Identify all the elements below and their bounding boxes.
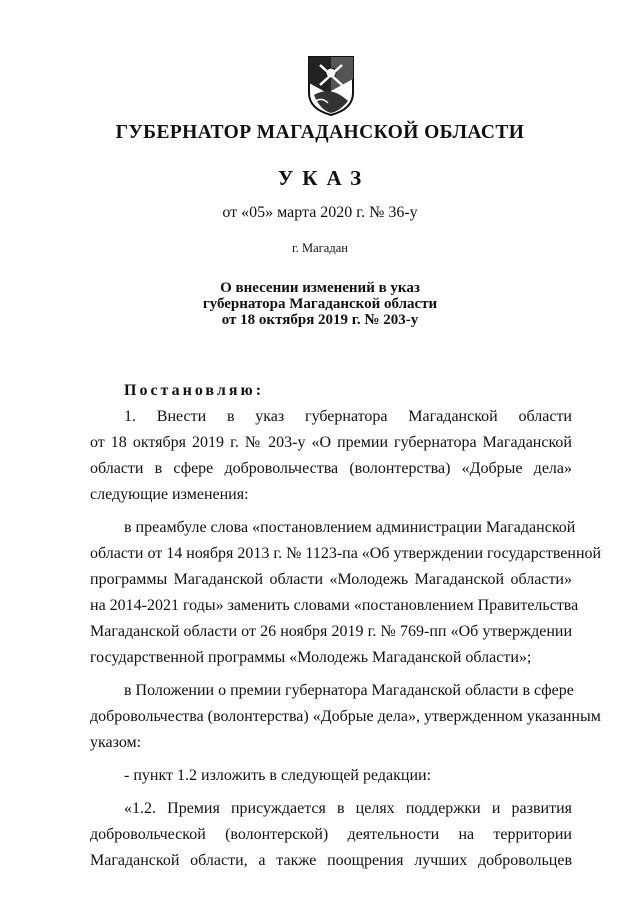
paragraph — [90, 796, 572, 874]
text-line: «1.2. Премия присуждается в целях поддержки и развития — [124, 800, 572, 817]
document-type: УКАЗ — [277, 166, 371, 190]
text-line: 1. Внести в указ губернатора Магаданской области — [124, 408, 572, 425]
paragraph — [90, 678, 601, 756]
paragraph — [90, 515, 602, 671]
text-line: государственной программы «Молодежь Магаданской области»; — [90, 649, 532, 666]
text-line: области от 14 ноября 2013 г. № 1123-па «Об утверждении государственной — [90, 545, 602, 562]
text-line: от 18 октября 2019 г. № 203-у «О премии губернатора Магаданской — [90, 434, 572, 451]
text-line: на 2014-2021 годы» заменить словами «постановлением Правительства — [90, 597, 579, 614]
document-body — [90, 378, 602, 874]
text-line: следующие изменения: — [90, 486, 249, 503]
title-line: от 18 октября 2019 г. № 203-у — [221, 312, 419, 328]
issuing-authority: ГУБЕРНАТОР МАГАДАНСКОЙ ОБЛАСТИ — [115, 122, 525, 143]
text-line: программы Магаданской области «Молодежь Магаданской области» — [90, 571, 572, 588]
text-line: в преамбуле слова «постановлением администрации Магаданской — [124, 519, 576, 536]
paragraph — [90, 763, 572, 789]
paragraph — [90, 404, 572, 508]
text-line: - пункт 1.2 изложить в следующей редакции: — [124, 767, 432, 784]
text-line: Магаданской области, а также поощрения лучших добровольцев — [90, 852, 572, 869]
decree-word: Постановляю: — [124, 382, 265, 399]
document-date-number: от «05» марта 2020 г. № 36-у — [222, 204, 418, 221]
title-line: губернатора Магаданской области — [202, 296, 438, 312]
text-line: добровольческой (волонтерской) деятельности на территории — [90, 826, 572, 843]
coat-of-arms-icon — [306, 55, 356, 117]
document-place: г. Магадан — [292, 241, 348, 255]
title-line: О внесении изменений в указ — [220, 280, 420, 296]
document-title — [0, 280, 640, 328]
text-line: Магаданской области от 26 ноября 2019 г. № 769-пп «Об утверждении — [90, 623, 572, 640]
text-line: указом: — [90, 734, 142, 751]
text-line: области в сфере добровольчества (волонтерства) «Добрые дела» — [90, 460, 572, 477]
text-line: добровольчества (волонтерства) «Добрые дела», утвержденном указанным — [90, 708, 601, 725]
text-line: в Положении о премии губернатора Магаданской области в сфере — [124, 682, 574, 699]
